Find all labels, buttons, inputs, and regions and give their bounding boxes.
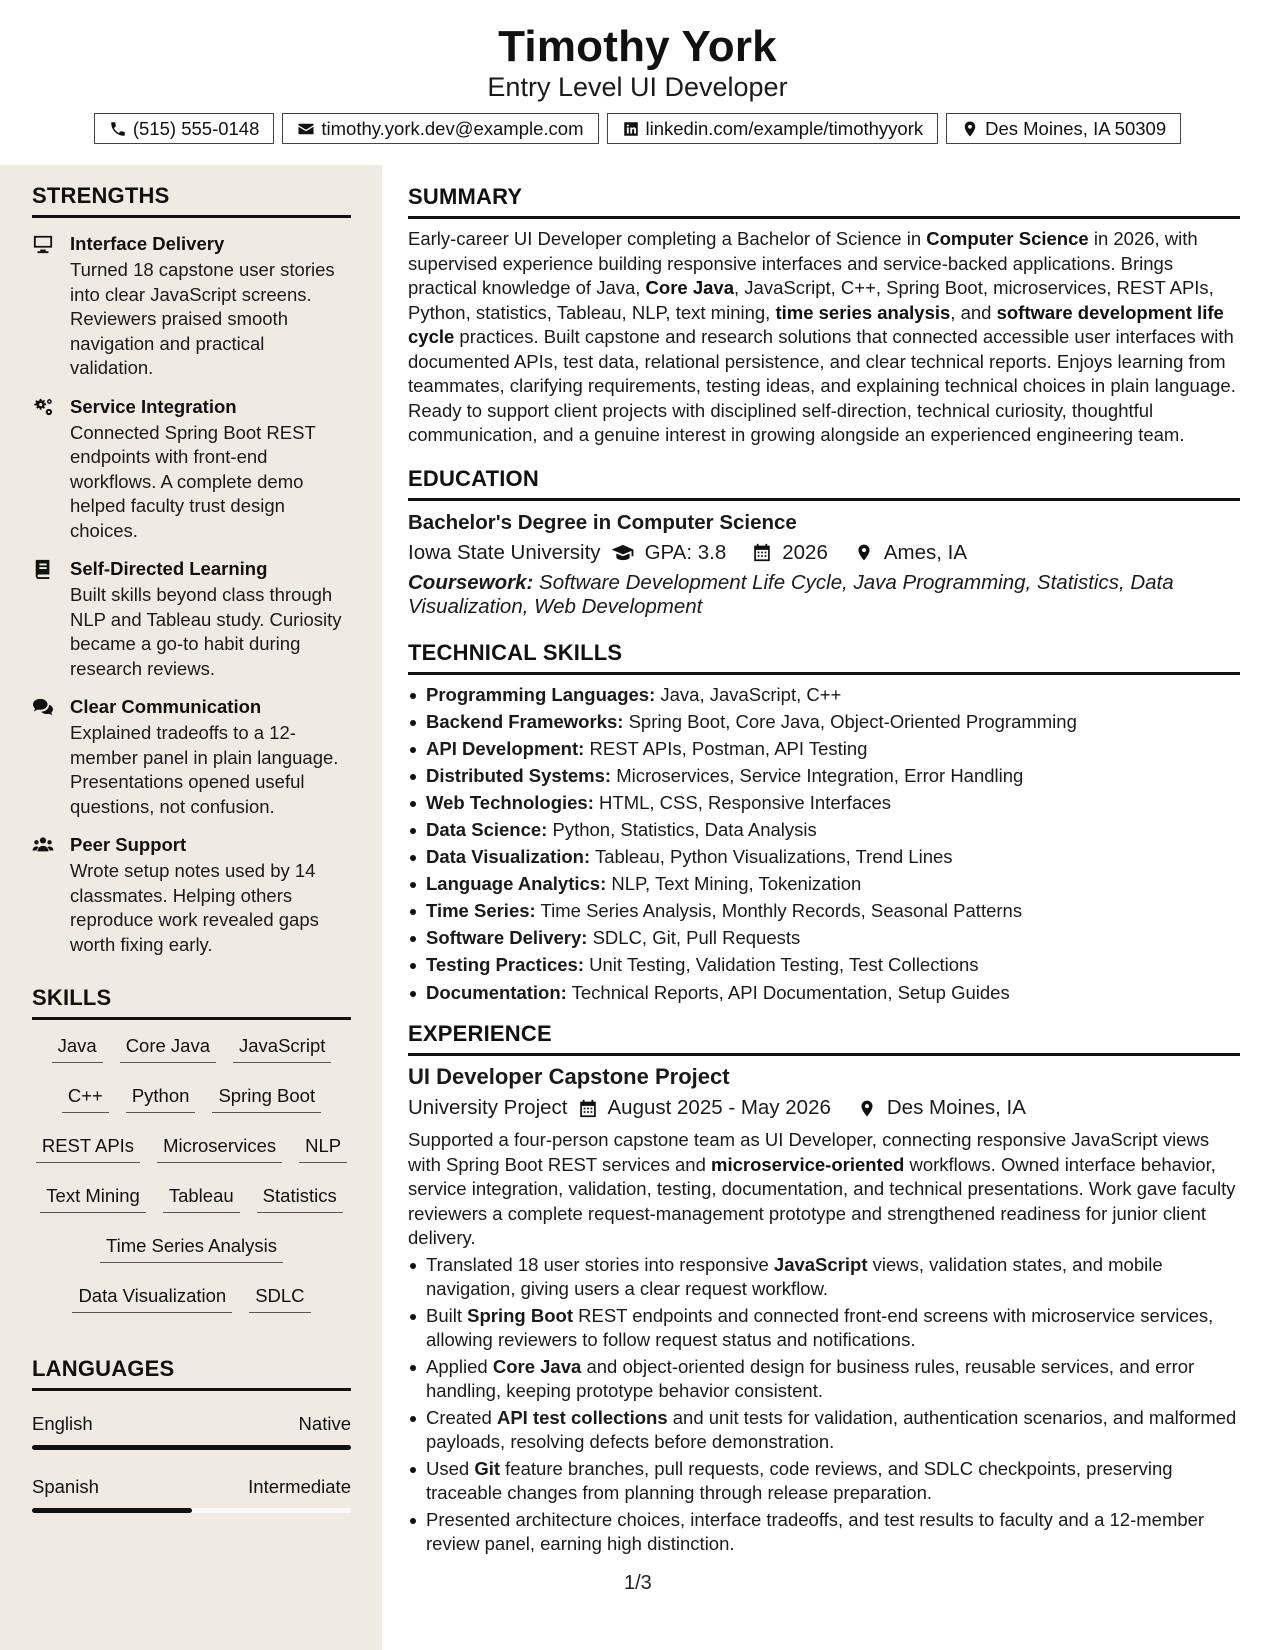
coursework-list: Software Development Life Cycle, Java Programming, Statistics, Data Visualization, Web Development bbox=[408, 570, 1174, 618]
education-meta bbox=[408, 541, 1240, 565]
education-heading: EDUCATION bbox=[408, 465, 539, 491]
location-pin-icon bbox=[857, 1099, 877, 1118]
graduation-cap-icon bbox=[611, 543, 635, 562]
language-bar bbox=[32, 1508, 351, 1513]
list-item: Built Spring Boot REST endpoints and connected front-end screens with microservice services, allowing reviewers to follow request status and notifications. bbox=[408, 1304, 1240, 1353]
list-item: Applied Core Java and object-oriented design for business rules, reusable services, and error handling, keeping prototype behavior consistent. bbox=[408, 1355, 1240, 1404]
experience-meta bbox=[408, 1096, 1240, 1120]
skills-heading: SKILLS bbox=[32, 985, 112, 1010]
technical-skills-divider bbox=[408, 672, 1240, 675]
school-location: Ames, IA bbox=[883, 540, 968, 564]
language-name: English bbox=[32, 1413, 93, 1434]
skill-tag: Spring Boot bbox=[212, 1080, 321, 1113]
contact-location-text: Des Moines, IA 50309 bbox=[985, 117, 1167, 139]
contact-email-text: timothy.york.dev@example.com bbox=[321, 117, 584, 139]
degree-title: Bachelor's Degree in Computer Science bbox=[408, 510, 797, 534]
technical-skills-list bbox=[408, 683, 1240, 1006]
page-number: 1/3 bbox=[624, 1572, 652, 1594]
summary-divider bbox=[408, 216, 1240, 219]
list-item: Backend Frameworks: Spring Boot, Core Java, Object-Oriented Programming bbox=[408, 710, 1240, 735]
list-item: Presented architecture choices, interface tradeoffs, and test results to faculty and a 12-member review panel, earning high distinction. bbox=[408, 1508, 1240, 1557]
calendar-icon bbox=[752, 543, 772, 562]
skill-tag: Text Mining bbox=[40, 1180, 146, 1213]
list-item: Testing Practices: Unit Testing, Validation Testing, Test Collections bbox=[408, 953, 1240, 978]
linkedin-icon bbox=[622, 120, 640, 138]
summary-text: Early-career UI Developer completing a Bachelor of Science in Computer Science in 2026, with supervised experience building responsive interfaces and service-backed applications. Brings practical knowledge of Java, Core Java, JavaScript, C++, Spring Boot, microservices, REST APIs, Python, statistics, Tableau, NLP, text mining, time series analysis, and software development life cycle practices. Built capstone and research solutions that connected accessible user interfaces with documented APIs, test data, relational persistence, and clear technical reports. Enjoys learning from teammates, clarifying requirements, testing ideas, and explaining technical choices in plain language. Ready to support client projects with disciplined self-direction, technical curiosity, thoughtful communication, and a genuine interest in growing alongside an experienced engineering team. bbox=[408, 228, 1236, 445]
book-icon bbox=[32, 559, 54, 579]
list-item: Programming Languages: Java, JavaScript, C++ bbox=[408, 683, 1240, 708]
strength-desc: Built skills beyond class through NLP and Tableau study. Curiosity became a go-to habit during research reviews. bbox=[70, 584, 342, 679]
list-item: Data Science: Python, Statistics, Data Analysis bbox=[408, 818, 1240, 843]
languages-divider bbox=[32, 1388, 351, 1391]
language-bar-fill bbox=[32, 1508, 192, 1513]
experience-bullets bbox=[408, 1253, 1240, 1557]
contact-location[interactable] bbox=[946, 113, 1181, 144]
school-name: Iowa State University bbox=[408, 540, 601, 564]
experience-dates: August 2025 - May 2026 bbox=[607, 1096, 831, 1120]
strength-title: Peer Support bbox=[70, 834, 187, 855]
experience-heading: EXPERIENCE bbox=[408, 1021, 552, 1047]
contact-phone[interactable] bbox=[94, 113, 275, 144]
language-level: Native bbox=[298, 1413, 351, 1434]
coursework-label: Coursework: bbox=[408, 570, 534, 594]
strength-title: Service Integration bbox=[70, 395, 237, 417]
experience-divider bbox=[408, 1053, 1240, 1056]
education-divider bbox=[408, 498, 1240, 501]
contact-phone-text: (515) 555-0148 bbox=[132, 117, 260, 139]
skill-tag: REST APIs bbox=[36, 1130, 140, 1163]
skill-tag: Time Series Analysis bbox=[100, 1230, 283, 1263]
monitor-icon bbox=[32, 234, 54, 254]
phone-icon bbox=[109, 120, 127, 138]
location-pin-icon bbox=[854, 543, 874, 562]
skill-tag: C++ bbox=[62, 1080, 109, 1113]
technical-skills-heading: TECHNICAL SKILLS bbox=[408, 639, 623, 665]
gpa: GPA: 3.8 bbox=[644, 540, 727, 564]
contact-email[interactable] bbox=[282, 113, 598, 144]
language-name: Spanish bbox=[32, 1476, 99, 1497]
experience-title: UI Developer Capstone Project bbox=[408, 1064, 730, 1090]
strength-desc: Connected Spring Boot REST endpoints with front-end workflows. A complete demo helped faculty trust design choices. bbox=[70, 421, 316, 541]
strength-desc: Turned 18 capstone user stories into clear JavaScript screens. Reviewers praised smooth navigation and practical validation. bbox=[70, 259, 335, 378]
skill-tag: Java bbox=[52, 1030, 103, 1063]
strength-item bbox=[32, 695, 351, 819]
resume-header bbox=[0, 0, 1275, 160]
contact-linkedin-text: linkedin.com/example/timothyyork bbox=[645, 117, 924, 139]
skills-divider bbox=[32, 1017, 351, 1020]
graduation-year: 2026 bbox=[782, 540, 828, 564]
experience-location: Des Moines, IA bbox=[886, 1096, 1026, 1120]
candidate-name: Timothy York bbox=[498, 22, 777, 71]
skill-tag: JavaScript bbox=[233, 1030, 331, 1063]
list-item: Used Git feature branches, pull requests, code reviews, and SDLC checkpoints, preserving traceable changes from planning through release preparation. bbox=[408, 1457, 1240, 1506]
location-pin-icon bbox=[961, 120, 979, 138]
experience-summary: Supported a four-person capstone team as UI Developer, connecting responsive JavaScript views with Spring Boot REST services and microservice-oriented workflows. Owned interface behavior, service integration, validation, testing, documentation, and technical presentations. Work gave faculty reviewers a complete request-management prototype and strengthened readiness for junior client delivery. bbox=[408, 1129, 1236, 1249]
list-item: Web Technologies: HTML, CSS, Responsive Interfaces bbox=[408, 791, 1240, 816]
language-bar-fill bbox=[32, 1445, 351, 1450]
languages-heading: LANGUAGES bbox=[32, 1356, 175, 1381]
list-item: API Development: REST APIs, Postman, API Testing bbox=[408, 737, 1240, 762]
comments-icon bbox=[32, 697, 54, 717]
list-item: Created API test collections and unit tests for validation, authentication scenarios, and malformed payloads, resolving defects before demonstration. bbox=[408, 1406, 1240, 1455]
strengths-heading: STRENGTHS bbox=[32, 183, 170, 208]
contact-linkedin[interactable] bbox=[607, 113, 939, 144]
strengths-divider bbox=[32, 215, 351, 218]
language-item bbox=[32, 1413, 351, 1450]
envelope-icon bbox=[297, 120, 315, 138]
job-title: Entry Level UI Developer bbox=[487, 72, 788, 102]
skill-tag: Data Visualization bbox=[72, 1280, 232, 1313]
skill-tag: Tableau bbox=[163, 1180, 240, 1213]
list-item: Language Analytics: NLP, Text Mining, Tokenization bbox=[408, 872, 1240, 897]
strength-desc: Wrote setup notes used by 14 classmates. Helping others reproduce work revealed gaps worth fixing early. bbox=[70, 860, 319, 955]
sidebar bbox=[0, 165, 382, 1650]
strength-title: Self-Directed Learning bbox=[70, 558, 268, 579]
coursework bbox=[408, 571, 1240, 620]
list-item: Time Series: Time Series Analysis, Monthly Records, Seasonal Patterns bbox=[408, 899, 1240, 924]
strength-item bbox=[32, 557, 351, 681]
gears-icon bbox=[32, 397, 54, 417]
skill-tags bbox=[32, 1030, 351, 1330]
strength-title: Clear Communication bbox=[70, 696, 262, 717]
strength-item bbox=[32, 833, 351, 957]
list-item: Distributed Systems: Microservices, Service Integration, Error Handling bbox=[408, 764, 1240, 789]
calendar-icon bbox=[578, 1099, 598, 1118]
skill-tag: Microservices bbox=[157, 1130, 282, 1163]
skill-tag: SDLC bbox=[249, 1280, 310, 1313]
strength-desc: Explained tradeoffs to a 12-member panel in plain language. Presentations opened useful questions, not confusion. bbox=[70, 722, 339, 817]
strength-item bbox=[32, 232, 351, 381]
summary-heading: SUMMARY bbox=[408, 184, 523, 209]
experience-org: University Project bbox=[408, 1096, 568, 1120]
skill-tag: Statistics bbox=[257, 1180, 343, 1213]
list-item: Documentation: Technical Reports, API Documentation, Setup Guides bbox=[408, 981, 1240, 1006]
users-icon bbox=[32, 835, 54, 855]
contact-bar bbox=[0, 113, 1275, 144]
list-item: Data Visualization: Tableau, Python Visualizations, Trend Lines bbox=[408, 845, 1240, 870]
language-level: Intermediate bbox=[248, 1476, 351, 1497]
list-item: Translated 18 user stories into responsive JavaScript views, validation states, and mobile navigation, giving users a clear request workflow. bbox=[408, 1253, 1240, 1302]
skill-tag: Python bbox=[126, 1080, 196, 1113]
strength-title: Interface Delivery bbox=[70, 233, 225, 254]
skill-tag: Core Java bbox=[120, 1030, 216, 1063]
skill-tag: NLP bbox=[299, 1130, 347, 1163]
language-bar bbox=[32, 1445, 351, 1450]
language-item bbox=[32, 1476, 351, 1513]
strength-item bbox=[32, 395, 351, 544]
list-item: Software Delivery: SDLC, Git, Pull Requests bbox=[408, 926, 1240, 951]
